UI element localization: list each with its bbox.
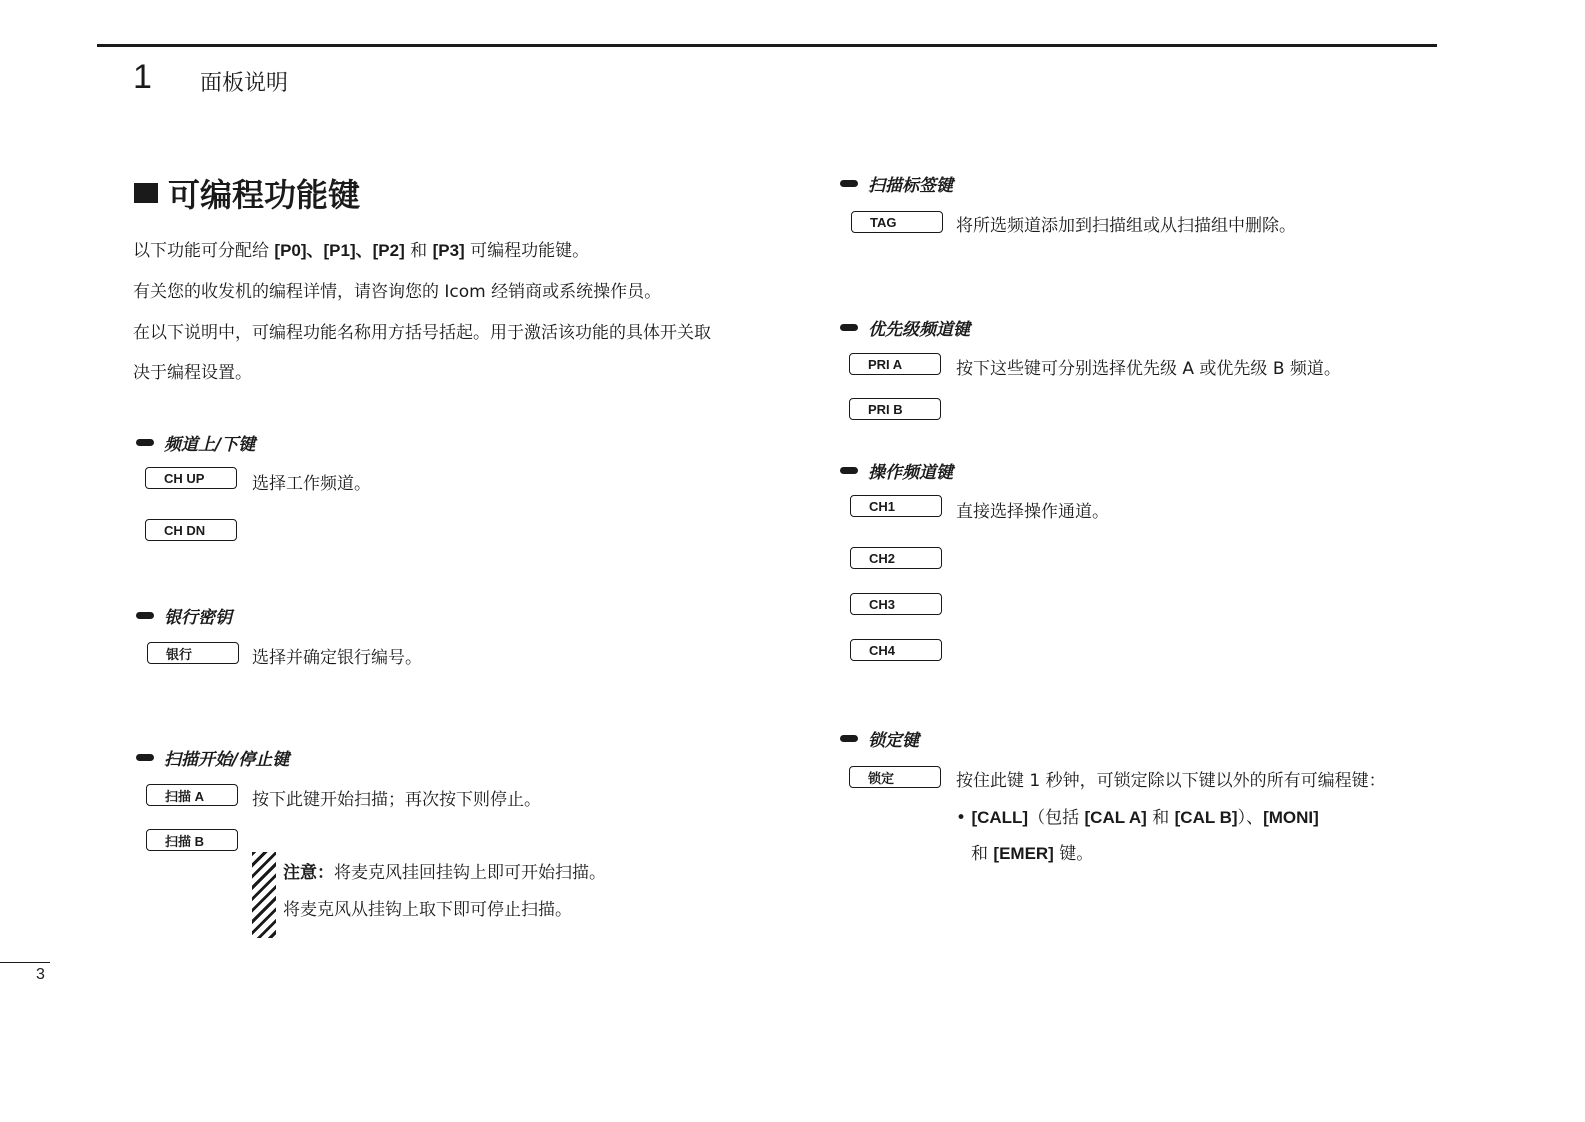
subheading-op-channel: 操作频道键 <box>840 458 953 483</box>
key-pri-b: PRI B <box>849 398 941 420</box>
intro-paragraph-1: 以下功能可分配给 [P0]、[P1]、[P2] 和 [P3] 可编程功能键。 <box>133 241 590 261</box>
pill-bullet-icon <box>840 467 858 474</box>
pill-bullet-icon <box>136 754 154 761</box>
intro-paragraph-3: 在以下说明中，可编程功能名称用方括号括起。用于激活该功能的具体开关取 <box>133 323 711 343</box>
pill-bullet-icon <box>840 180 858 187</box>
lock-list-1: • [CALL]（包括 [CAL A] 和 [CAL B]）、[MONI] <box>956 808 1319 828</box>
subheading-bank: 银行密钥 <box>136 603 232 628</box>
key-lock: 锁定 <box>849 766 941 788</box>
header-rule <box>97 44 1437 47</box>
subheading-priority: 优先级频道键 <box>840 315 970 340</box>
key-ch3: CH3 <box>850 593 942 615</box>
key-ch1: CH1 <box>850 495 942 517</box>
pill-bullet-icon <box>840 735 858 742</box>
chapter-title: 面板说明 <box>200 71 289 96</box>
section-title <box>134 170 360 216</box>
key-ch4: CH4 <box>850 639 942 661</box>
key-ch-up: CH UP <box>145 467 237 489</box>
lock-list-2: 和 [EMER] 键。 <box>971 844 1094 864</box>
desc-op-channel: 直接选择操作通道。 <box>956 502 1109 522</box>
desc-bank: 选择并确定银行编号。 <box>252 648 422 668</box>
note-line-2: 将麦克风从挂钩上取下即可停止扫描。 <box>283 900 572 920</box>
desc-scan: 按下此键开始扫描；再次按下则停止。 <box>252 790 541 810</box>
key-ch-dn: CH DN <box>145 519 237 541</box>
subheading-ch-updown: 频道上/下键 <box>136 430 255 455</box>
page-number: 3 <box>36 966 45 983</box>
note-line-1: 注意：将麦克风挂回挂钩上即可开始扫描。 <box>283 863 606 883</box>
desc-priority: 按下这些键可分别选择优先级 A 或优先级 B 频道。 <box>956 359 1341 379</box>
key-bank: 银行 <box>147 642 239 664</box>
desc-lock: 按住此键 1 秒钟，可锁定除以下键以外的所有可编程键： <box>956 771 1386 791</box>
pill-bullet-icon <box>136 612 154 619</box>
key-tag: TAG <box>851 211 943 233</box>
section-title-text: 可编程功能键 <box>168 176 361 214</box>
intro-paragraph-2: 有关您的收发机的编程详情，请咨询您的 Icom 经销商或系统操作员。 <box>133 282 662 302</box>
key-scan-a: 扫描 A <box>146 784 238 806</box>
pill-bullet-icon <box>136 439 154 446</box>
subheading-scan: 扫描开始/停止键 <box>136 745 289 770</box>
desc-ch-updown: 选择工作频道。 <box>252 474 371 494</box>
intro-paragraph-4: 决于编程设置。 <box>133 363 252 383</box>
chapter-number: 1 <box>133 58 152 96</box>
pill-bullet-icon <box>840 324 858 331</box>
key-pri-a: PRI A <box>849 353 941 375</box>
square-bullet-icon <box>134 183 158 203</box>
key-ch2: CH2 <box>850 547 942 569</box>
desc-tag: 将所选频道添加到扫描组或从扫描组中删除。 <box>956 216 1296 236</box>
subheading-lock: 锁定键 <box>840 726 919 751</box>
subheading-tag: 扫描标签键 <box>840 171 953 196</box>
note-hatch-icon <box>252 852 276 938</box>
page-number-rule <box>0 962 50 963</box>
key-scan-b: 扫描 B <box>146 829 238 851</box>
